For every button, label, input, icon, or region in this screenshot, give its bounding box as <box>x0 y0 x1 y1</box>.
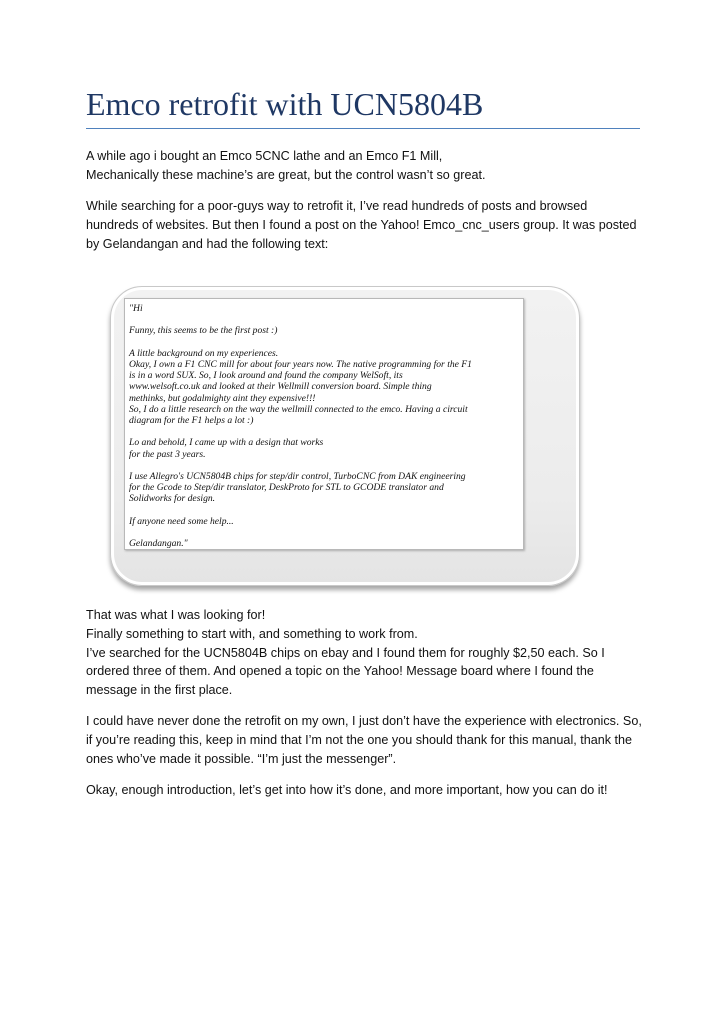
credits-paragraph <box>86 712 642 768</box>
credits-text: I could have never done the retrofit on my own, I just don’t have the experience with electronics. So, if you’re reading this, keep in mind that I’m not the one you should thank for this manual, thank the ones who’ve made it possible. “I’m just the messenger”. <box>86 714 642 766</box>
quote-line: diagram for the F1 helps a lot :) <box>129 415 254 426</box>
quote-line: A little background on my experiences. <box>129 347 279 359</box>
intro-line-2: Mechanically these machine’s are great, but the control wasn’t so great. <box>86 167 486 182</box>
closing-paragraph <box>86 781 642 800</box>
quote-line: www.welsoft.co.uk and looked at their Wellmill conversion board. Simple thing <box>129 381 432 393</box>
quote-line: "Hi <box>129 303 143 314</box>
quote-line: If anyone need some help... <box>129 515 234 527</box>
closing-text: Okay, enough introduction, let’s get into how it’s done, and more important, how you can do it! <box>86 783 608 797</box>
quote-line: methinks, but godalmighty aint they expensive!!! <box>129 392 316 404</box>
title-underline <box>86 128 640 129</box>
quote-line: So, I do a little research on the way the wellmill connected to the emco. Having a circuit <box>129 403 468 415</box>
quote-line: I use Allegro's UCN5804B chips for step/dir control, TurboCNC from DAK engineering <box>129 470 466 482</box>
intro-line-1: A while ago i bought an Emco 5CNC lathe and an Emco F1 Mill, <box>86 149 443 163</box>
quote-line: Funny, this seems to be the first post :) <box>129 325 278 337</box>
quote-line: Gelandangan." <box>129 538 188 550</box>
quote-line: for the Gcode to Step/dir translator, DeskProto for STL to GCODE translator and <box>129 482 444 494</box>
intro-paragraph <box>86 147 642 185</box>
found-line-2: Finally something to start with, and something to work from. <box>86 626 418 641</box>
quote-line: Okay, I own a F1 CNC mill for about four years now. The native programming for the F1 <box>129 358 472 370</box>
found-line-3: I’ve searched for the UCN5804B chips on ebay and I found them for roughly $2,50 each. So I ordered three of them. And opened a topic on the Yahoo! Message board where I found the message in the first place. <box>86 645 605 698</box>
quote-line: Solidworks for design. <box>129 493 216 505</box>
search-paragraph <box>86 197 642 253</box>
quoted-post <box>124 298 524 550</box>
search-text: While searching for a poor-guys way to retrofit it, I’ve read hundreds of posts and browsed hundreds of websites. But then I found a post on the Yahoo! Emco_cnc_users group. It was posted by Gelandangan and had the following text: <box>86 199 637 251</box>
quote-line: Lo and behold, I came up with a design that works <box>129 437 324 449</box>
quote-line: is in a word SUX. So, I look around and found the company WelSoft, its <box>129 370 403 382</box>
quote-line: for the past 3 years. <box>129 448 206 460</box>
found-line-1: That was what I was looking for! <box>86 608 266 622</box>
found-paragraph <box>86 606 642 700</box>
page-title: Emco retrofit with UCN5804B <box>86 86 484 122</box>
quoted-post-text <box>129 303 521 549</box>
